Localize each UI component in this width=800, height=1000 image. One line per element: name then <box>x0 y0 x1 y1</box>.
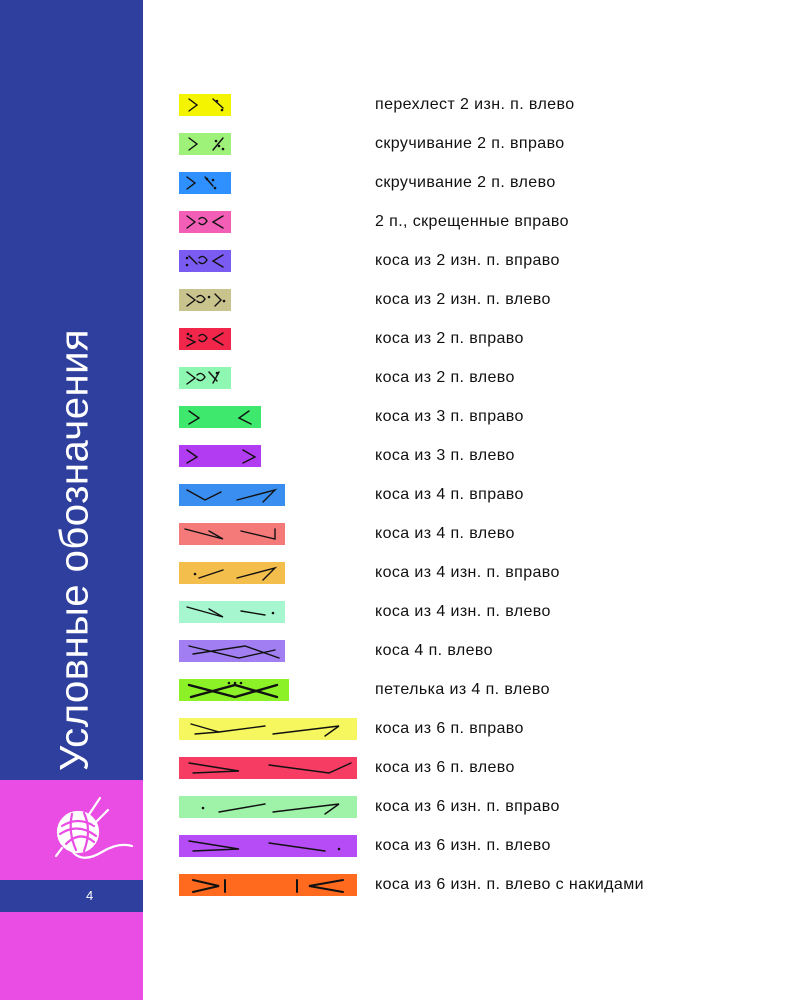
legend-label: коса из 2 п. влево <box>375 369 515 386</box>
cable-4-purl-right-icon <box>179 562 285 584</box>
twist-right-icon <box>179 133 231 155</box>
cable-6-left-icon <box>179 757 357 779</box>
twist-left-icon <box>179 172 231 194</box>
pink-footer-block <box>0 912 143 1000</box>
legend-label: коса из 6 изн. п. вправо <box>375 798 560 815</box>
legend-label: коса из 3 п. вправо <box>375 408 524 425</box>
legend-label: коса из 4 п. вправо <box>375 486 524 503</box>
legend-label: коса 4 п. влево <box>375 642 493 659</box>
cross-purl-left-icon <box>179 94 231 116</box>
page-number: 4 <box>86 888 94 903</box>
cable-2-right-icon <box>179 328 231 350</box>
legend-label: коса из 4 изн. п. влево <box>375 603 551 620</box>
legend-label: коса из 2 п. вправо <box>375 330 524 347</box>
cable-2-purl-left-icon <box>179 289 231 311</box>
cable-6-purl-right-icon <box>179 796 357 818</box>
legend-label: коса из 6 п. влево <box>375 759 515 776</box>
legend-label: коса из 6 п. вправо <box>375 720 524 737</box>
cable-6-purl-left-icon <box>179 835 357 857</box>
cable-4-purl-left-icon <box>179 601 285 623</box>
legend-label: коса из 3 п. влево <box>375 447 515 464</box>
page-number-bar <box>0 880 143 912</box>
cable-4-right-icon <box>179 484 285 506</box>
crossed-right-icon <box>179 211 231 233</box>
legend-label: перехлест 2 изн. п. влево <box>375 96 575 113</box>
yarn-ball-icon <box>48 790 138 870</box>
cable-2-left-icon <box>179 367 231 389</box>
legend-label: петелька из 4 п. влево <box>375 681 550 698</box>
legend-label: скручивание 2 п. вправо <box>375 135 565 152</box>
legend-label: 2 п., скрещенные вправо <box>375 213 569 230</box>
cable-4-left-icon <box>179 523 285 545</box>
cable-2-purl-right-icon <box>179 250 231 272</box>
legend-label: коса из 2 изн. п. вправо <box>375 252 560 269</box>
legend-label: скручивание 2 п. влево <box>375 174 556 191</box>
legend-label: коса из 4 п. влево <box>375 525 515 542</box>
legend-label: коса из 2 изн. п. влево <box>375 291 551 308</box>
cable-6-purl-left-yo-icon <box>179 874 357 896</box>
loop-4-left-icon <box>179 679 289 701</box>
legend-label: коса из 4 изн. п. вправо <box>375 564 560 581</box>
legend-label: коса из 6 изн. п. влево с накидами <box>375 876 644 893</box>
legend-label: коса из 6 изн. п. влево <box>375 837 551 854</box>
cable-4-left-alt-icon <box>179 640 285 662</box>
cable-6-right-icon <box>179 718 357 740</box>
cable-3-left-icon <box>179 445 261 467</box>
section-title: Условные обозначения <box>52 328 97 772</box>
cable-3-right-icon <box>179 406 261 428</box>
